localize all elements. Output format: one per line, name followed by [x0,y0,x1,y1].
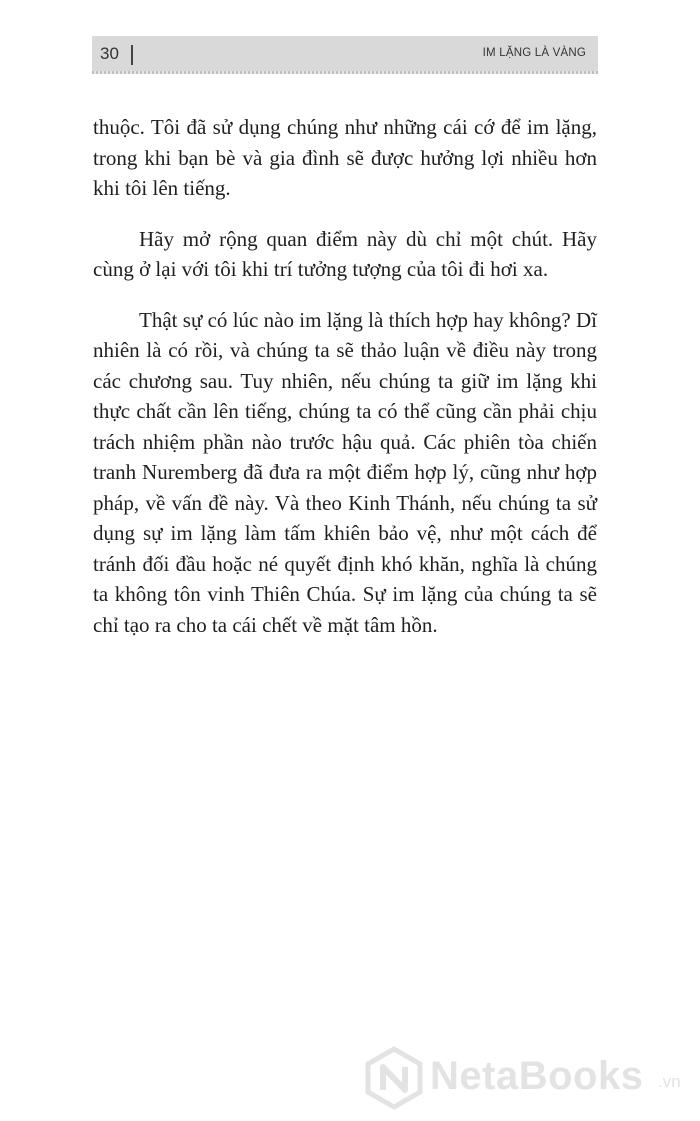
running-header [92,36,598,74]
body-text [93,112,597,660]
header-divider [131,45,133,65]
paragraph-continuation: thuộc. Tôi đã sử dụng chúng như những cái cớ để im lặng, trong khi bạn bè và gia đình sẽ được hưởng lợi nhiều hơn khi tôi lên tiếng. [93,115,597,200]
header-bottom-edge [92,71,598,74]
page-number: 30 [100,44,119,63]
paragraph: Thật sự có lúc nào im lặng là thích hợp hay không? Dĩ nhiên là có rồi, và chúng ta sẽ thảo luận về điều này trong các chương sau. Tuy nhiên, nếu chúng ta giữ im lặng khi thực chất cần lên tiếng, chúng ta có thể cũng cần phải chịu trách nhiệm phần nào trước hậu quả. Các phiên tòa chiến tranh Nuremberg đã đưa ra một điểm hợp lý, cũng như hợp pháp, về vấn đề này. Và theo Kinh Thánh, nếu chúng ta sử dụng sự im lặng làm tấm khiên bảo vệ, như một cách để tránh đối đầu hoặc né quyết định khó khăn, nghĩa là chúng ta không tôn vinh Thiên Chúa. Sự im lặng của chúng ta sẽ chỉ tạo ra cho ta cái chết về mặt tâm hồn. [93,307,597,637]
book-title: IM LẶNG LÀ VÀNG [482,47,586,59]
watermark-brand: NetaBooks [430,1054,644,1098]
netabooks-watermark [364,1046,684,1110]
paragraph: Hãy mở rộng quan điểm này dù chỉ một chút. Hãy cùng ở lại với tôi khi trí tưởng tượng của tôi đi hơi xa. [93,226,597,281]
netabooks-logo-icon [364,1046,424,1110]
watermark-suffix: .vn [658,1072,681,1091]
